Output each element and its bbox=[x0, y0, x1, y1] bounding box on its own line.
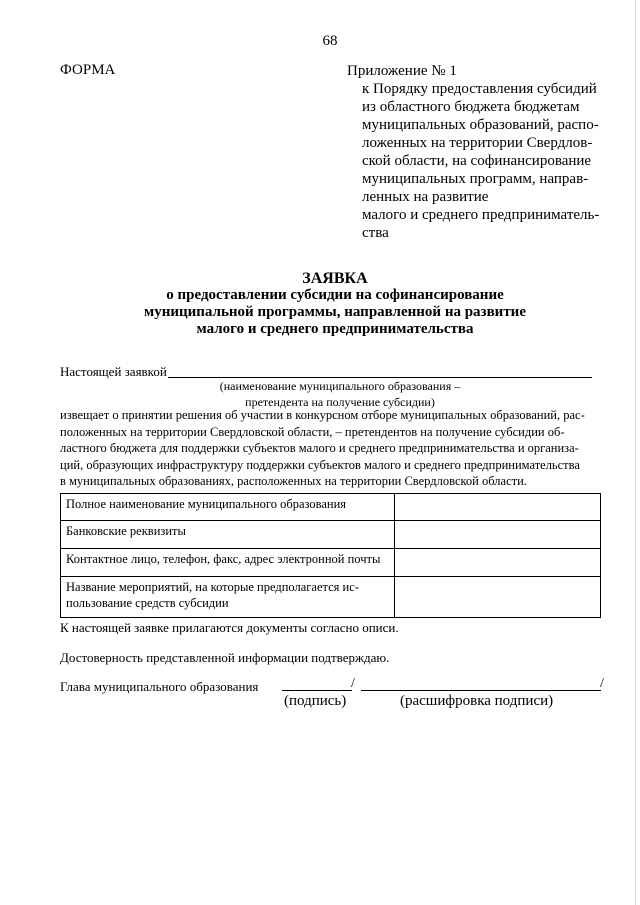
appendix-line: муниципальных программ, направ- bbox=[362, 171, 589, 187]
signature-slash: / bbox=[600, 676, 604, 691]
info-table bbox=[60, 493, 601, 618]
page-number: 68 bbox=[322, 33, 338, 49]
intro-caption bbox=[190, 378, 490, 410]
title-line: муниципальной программы, направленной на развитие bbox=[144, 304, 526, 320]
attachments-text: К настоящей заявке прилагаются документы согласно описи. bbox=[60, 620, 399, 635]
row-value-field[interactable] bbox=[395, 577, 601, 618]
table-row bbox=[61, 549, 601, 577]
table-row bbox=[61, 494, 601, 521]
appendix-line: ской области, на софинансирование bbox=[362, 153, 592, 169]
body-paragraph bbox=[60, 407, 615, 490]
title-line: малого и среднего предпринимательства bbox=[196, 321, 474, 337]
signatory-role: Глава муниципального образования bbox=[60, 679, 259, 694]
row-value-field[interactable] bbox=[395, 549, 601, 577]
caption-line: претендента на получение субсидии) bbox=[245, 395, 435, 409]
row-label-line: пользование средств субсидии bbox=[66, 596, 229, 610]
paragraph-line: положенных на территории Свердловской области, – претендентов на получение субсидии об- bbox=[60, 424, 565, 439]
row-label: Контактное лицо, телефон, факс, адрес электронной почты bbox=[61, 549, 395, 577]
appendix-line: к Порядку предоставления субсидий bbox=[362, 81, 597, 97]
row-label: Банковские реквизиты bbox=[61, 521, 395, 549]
row-label: Полное наименование муниципального образования bbox=[61, 494, 395, 521]
paragraph-line: ций, образующих инфраструктуру поддержки субъектов малого и среднего предпринимательства bbox=[60, 457, 580, 472]
row-value-field[interactable] bbox=[395, 494, 601, 521]
signature-caption: (подпись) bbox=[284, 693, 347, 709]
appendix-title: Приложение № 1 bbox=[347, 63, 457, 79]
appendix-line: ложенных на территории Свердлов- bbox=[362, 135, 593, 151]
decoding-caption: (расшифровка подписи) bbox=[400, 693, 554, 709]
row-label bbox=[61, 577, 395, 618]
row-value-field[interactable] bbox=[395, 521, 601, 549]
title-main: ЗАЯВКА bbox=[302, 270, 368, 287]
caption-line: (наименование муниципального образования – bbox=[219, 379, 461, 393]
row-label-line: Название мероприятий, на которые предполагается ис- bbox=[66, 580, 359, 594]
form-label: ФОРМА bbox=[60, 62, 116, 78]
document-title bbox=[90, 270, 580, 338]
title-line: о предоставлении субсидии на софинансирование bbox=[166, 287, 504, 303]
appendix-line: муниципальных образований, распо- bbox=[362, 117, 599, 133]
signature-field[interactable] bbox=[282, 690, 352, 691]
table-row bbox=[61, 521, 601, 549]
page-edge bbox=[635, 0, 636, 905]
intro-label: Настоящей заявкой bbox=[60, 364, 167, 379]
table-row bbox=[61, 577, 601, 618]
paragraph-line: в муниципальных образованиях, расположенных на территории Свердловской области. bbox=[60, 474, 527, 488]
paragraph-line: извещает о принятии решения об участии в конкурсном отборе муниципальных образований, рас- bbox=[60, 408, 585, 422]
appendix-line: из областного бюджета бюджетам bbox=[362, 99, 580, 115]
appendix-line: ленных на развитие bbox=[362, 189, 489, 205]
confirm-text: Достоверность представленной информации подтверждаю. bbox=[60, 650, 390, 665]
signature-decoding-field[interactable] bbox=[361, 690, 601, 691]
appendix-body bbox=[362, 80, 612, 242]
appendix-block bbox=[347, 62, 612, 242]
appendix-line: малого и среднего предприниматель- bbox=[362, 207, 600, 223]
signature-slash: / bbox=[351, 676, 355, 691]
appendix-line: ства bbox=[362, 225, 389, 241]
paragraph-line: ластного бюджета для поддержки субъектов малого и среднего предпринимательства и организа- bbox=[60, 441, 579, 455]
